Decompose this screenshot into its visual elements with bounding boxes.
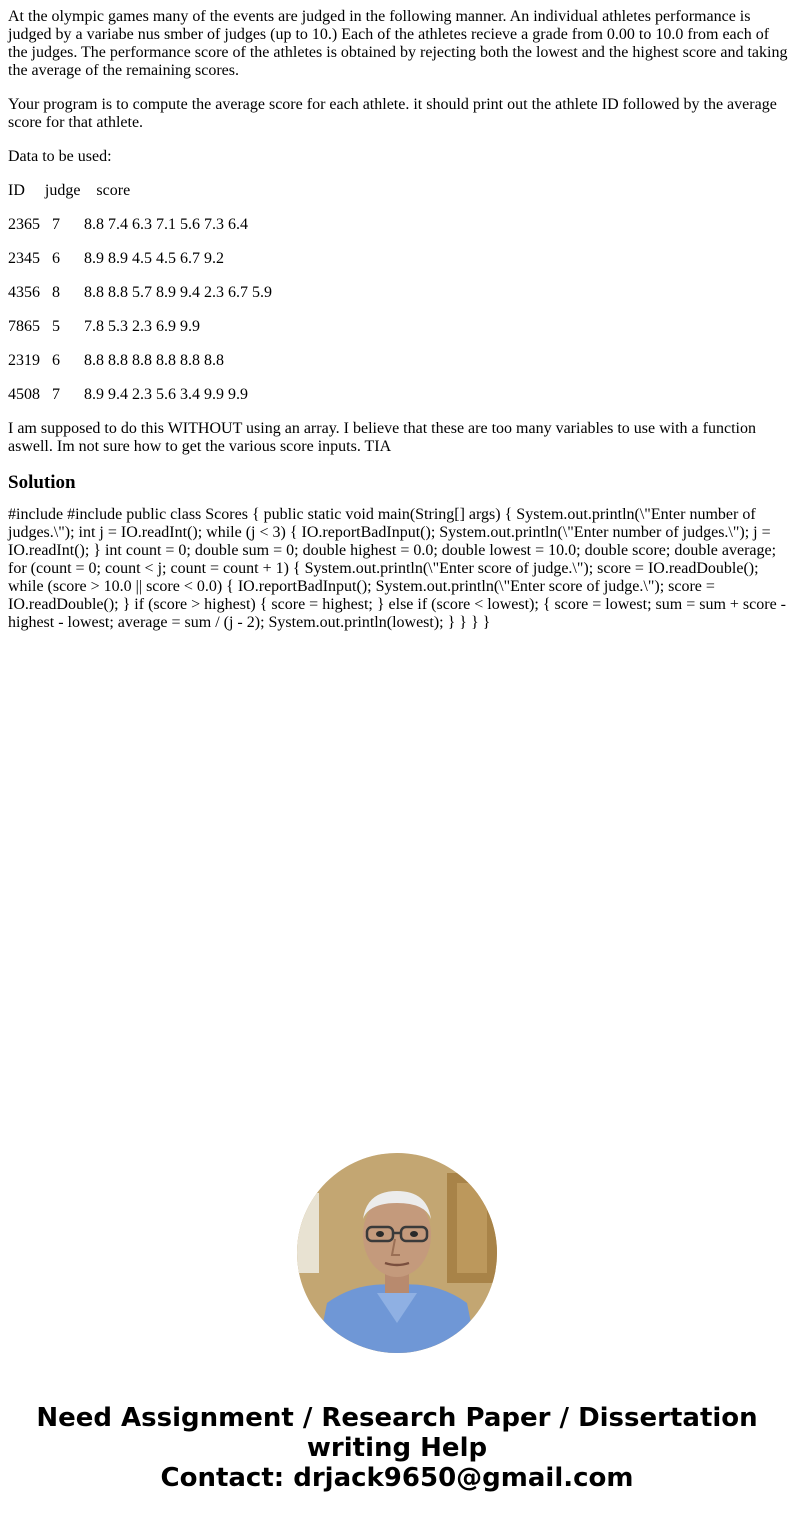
document-body <box>8 8 790 648</box>
question-paragraph-3: Data to be used: <box>8 148 112 165</box>
banner-contact-email: Contact: drjack9650@gmail.com <box>160 1463 634 1493</box>
data-row: 4356 8 8.8 8.8 5.7 8.9 9.4 2.3 6.7 5.9 <box>8 284 272 301</box>
banner-line-1: Need Assignment / Research Paper / Dissertation <box>36 1403 758 1433</box>
question-paragraph-1: At the olympic games many of the events are judged in the following manner. An individual athletes performance is judged by a variabe nus smber of judges (up to 10.) Each of the athletes recieve a grade from 0.00 to 10.0 from each of the judges. The performance score of the athletes is obtained by rejecting both the lowest and the highest score and taking the average of the remaining scores. <box>8 8 788 79</box>
data-row: 2345 6 8.9 8.9 4.5 4.5 6.7 9.2 <box>8 250 224 267</box>
question-paragraph-2: Your program is to compute the average score for each athlete. it should print out the athlete ID followed by the average score for that athlete. <box>8 96 777 131</box>
data-row: 2319 6 8.8 8.8 8.8 8.8 8.8 8.8 <box>8 352 224 369</box>
contact-banner <box>0 1403 794 1493</box>
avatar <box>297 1153 497 1353</box>
solution-code: #include #include public class Scores { public static void main(String[] args) { System.out.println(\"Enter number of judges.\"); int j = IO.readInt(); while (j < 3) { IO.reportBadInput(); System.out.println(\"Enter number of judges.\"); j = IO.readInt(); } int count = 0; double sum = 0; double highest = 0.0; double lowest = 10.0; double score; double average; for (count = 0; count < j; count = count + 1) { System.out.println(\"Enter score of judge.\"); score = IO.readDouble(); while (score > 10.0 || score < 0.0) { IO.reportBadInput(); System.out.println(\"Enter score of judge.\"); score = IO.readDouble(); } if (score > highest) { score = highest; } else if (score < lowest); { score = lowest; sum = sum + score - highest - lowest; average = sum / (j - 2); System.out.println(lowest); } } } } <box>8 506 786 631</box>
avatar-portrait-image <box>297 1153 497 1353</box>
solution-heading: Solution <box>8 472 76 493</box>
data-row: 4508 7 8.9 9.4 2.3 5.6 3.4 9.9 9.9 <box>8 386 248 403</box>
data-row: 7865 5 7.8 5.3 2.3 6.9 9.9 <box>8 318 200 335</box>
banner-line-2: writing Help <box>306 1433 488 1463</box>
data-row: 2365 7 8.8 7.4 6.3 7.1 5.6 7.3 6.4 <box>8 216 248 233</box>
question-closing: I am supposed to do this WITHOUT using an array. I believe that these are too many variables to use with a function aswell. Im not sure how to get the various score inputs. TIA <box>8 420 756 455</box>
data-table-header: ID judge score <box>8 182 131 199</box>
